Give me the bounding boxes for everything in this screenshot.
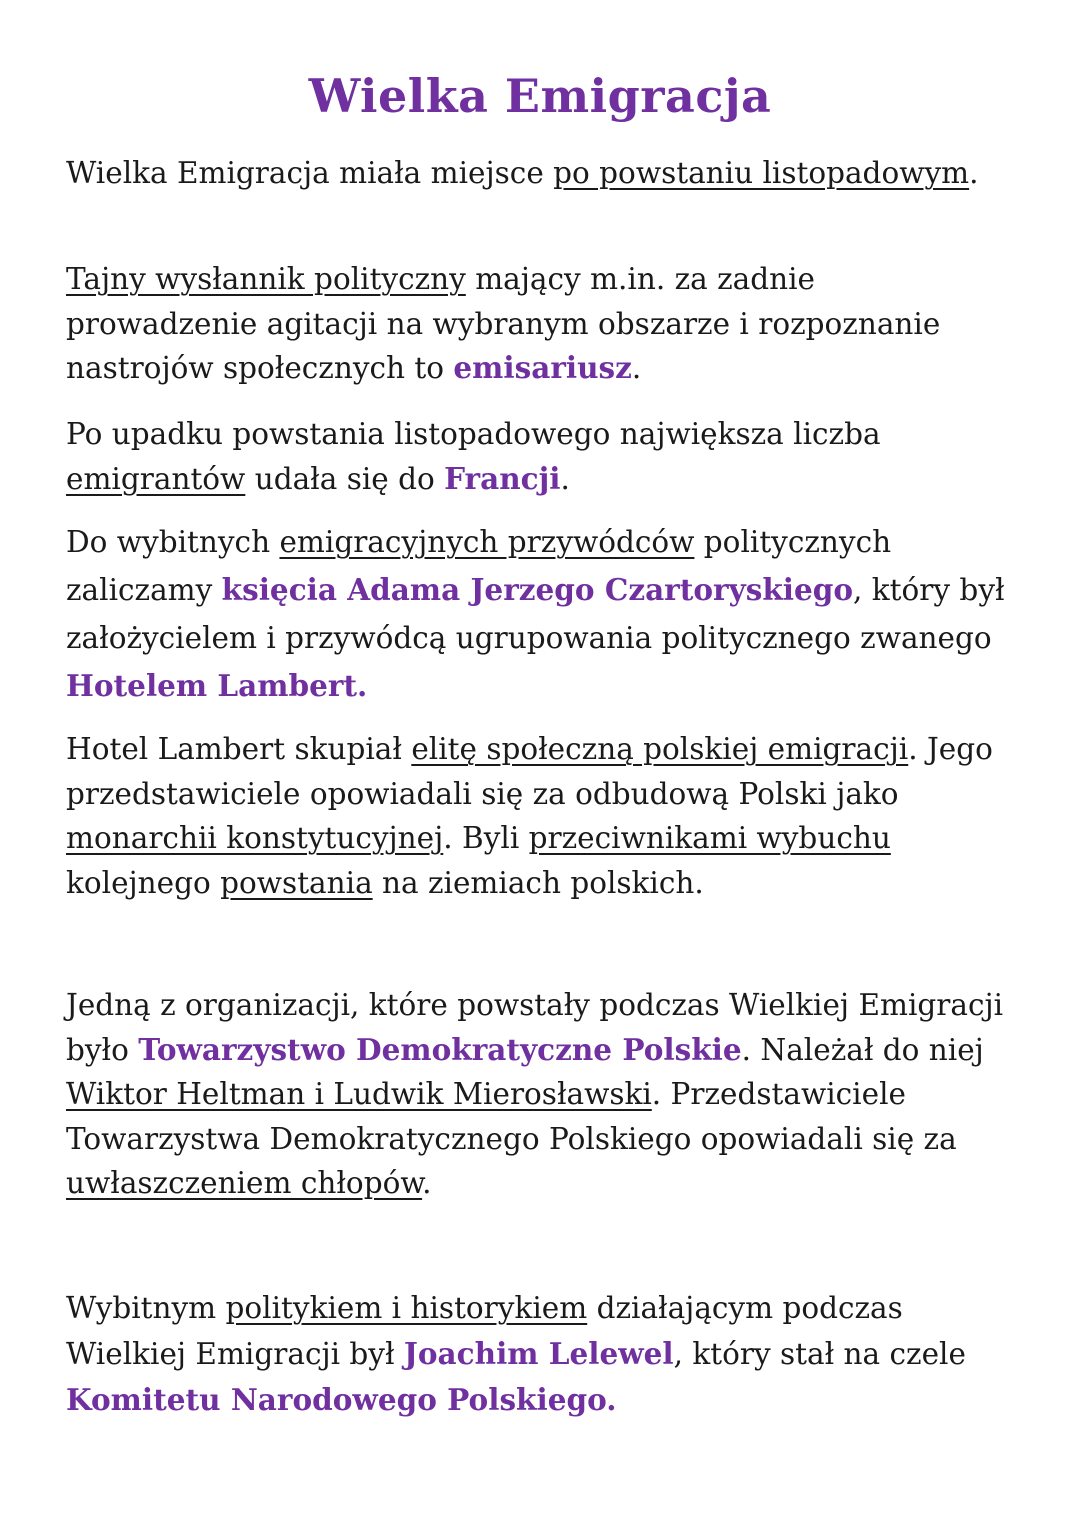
underlined-term: politykiem i historykiem [225, 1291, 588, 1325]
underlined-term: uwłaszczeniem chłopów [66, 1166, 423, 1200]
text: mający m.in. za zadnie prowadzenie agitacji na wybranym obszarze i rozpoznanie nastrojów społecznych to [66, 262, 941, 385]
text: . [422, 1166, 432, 1200]
underlined-term: emigracyjnych przywódców [279, 525, 695, 559]
underlined-term: przeciwnikami wybuchu [528, 821, 891, 855]
paragraph-4 [66, 518, 1006, 710]
highlighted-term: Towarzystwo Demokratyczne Polskie [138, 1031, 742, 1067]
text: politycznych zaliczamy [66, 525, 892, 607]
highlighted-term: księcia Adama Jerzego Czartoryskiego [221, 572, 854, 607]
text: działającym podczas Wielkiej Emigracji był [66, 1291, 903, 1371]
text: . [969, 156, 979, 190]
paragraph-5 [66, 727, 1006, 905]
paragraph-1 [66, 151, 1006, 196]
paragraph-3 [66, 412, 1006, 501]
page-title: Wielka Emigracja [308, 69, 772, 123]
underlined-term: powstania [220, 865, 373, 900]
text: Po upadku powstania listopadowego największa liczba [66, 417, 881, 451]
text: kolejnego [66, 865, 221, 900]
text: , który stał na czele [673, 1337, 966, 1371]
text: Hotel Lambert skupiał [66, 732, 412, 766]
paragraph-2 [66, 257, 1006, 391]
text: Wielka Emigracja miała miejsce [66, 156, 554, 190]
text: . Przedstawiciele Towarzystwa Demokratycznego Polskiego opowiadali się za [66, 1077, 957, 1156]
text: . [560, 461, 570, 496]
text: . [631, 351, 642, 385]
underlined-term: po powstaniu listopadowym [553, 156, 970, 190]
text: Do wybitnych [66, 525, 280, 559]
text: udała się do [245, 461, 445, 496]
underlined-term: monarchii konstytucyjnej [66, 821, 444, 855]
text: Jedną z organizacji, które powstały podczas Wielkiej Emigracji było [66, 988, 1004, 1067]
highlighted-term: Francji [444, 460, 561, 496]
underlined-term: Wiktor Heltman i Ludwik Mierosławski [66, 1077, 652, 1111]
underlined-term: emigrantów [66, 461, 246, 496]
text: . Jego przedstawiciele opowiadali się za odbudową Polski jako [66, 732, 993, 811]
highlighted-term: Hotelem Lambert. [66, 668, 368, 703]
text: Wybitnym [66, 1291, 226, 1325]
text: na ziemiach polskich. [372, 865, 704, 900]
paragraph-7 [66, 1285, 1006, 1423]
text: , który był założycielem i przywódcą ugrupowania politycznego zwanego [66, 573, 1005, 655]
underlined-term: Tajny wysłannik polityczny [66, 262, 466, 296]
text: . Należał do niej [741, 1032, 984, 1067]
text: . Byli [443, 821, 529, 855]
highlighted-term: Komitetu Narodowego Polskiego. [66, 1382, 617, 1417]
highlighted-term: emisariusz [453, 350, 632, 385]
paragraph-6 [66, 983, 1006, 1206]
underlined-term: elitę społeczną polskiej emigracji [411, 732, 909, 766]
highlighted-term: Joachim Lelewel [403, 1336, 674, 1371]
